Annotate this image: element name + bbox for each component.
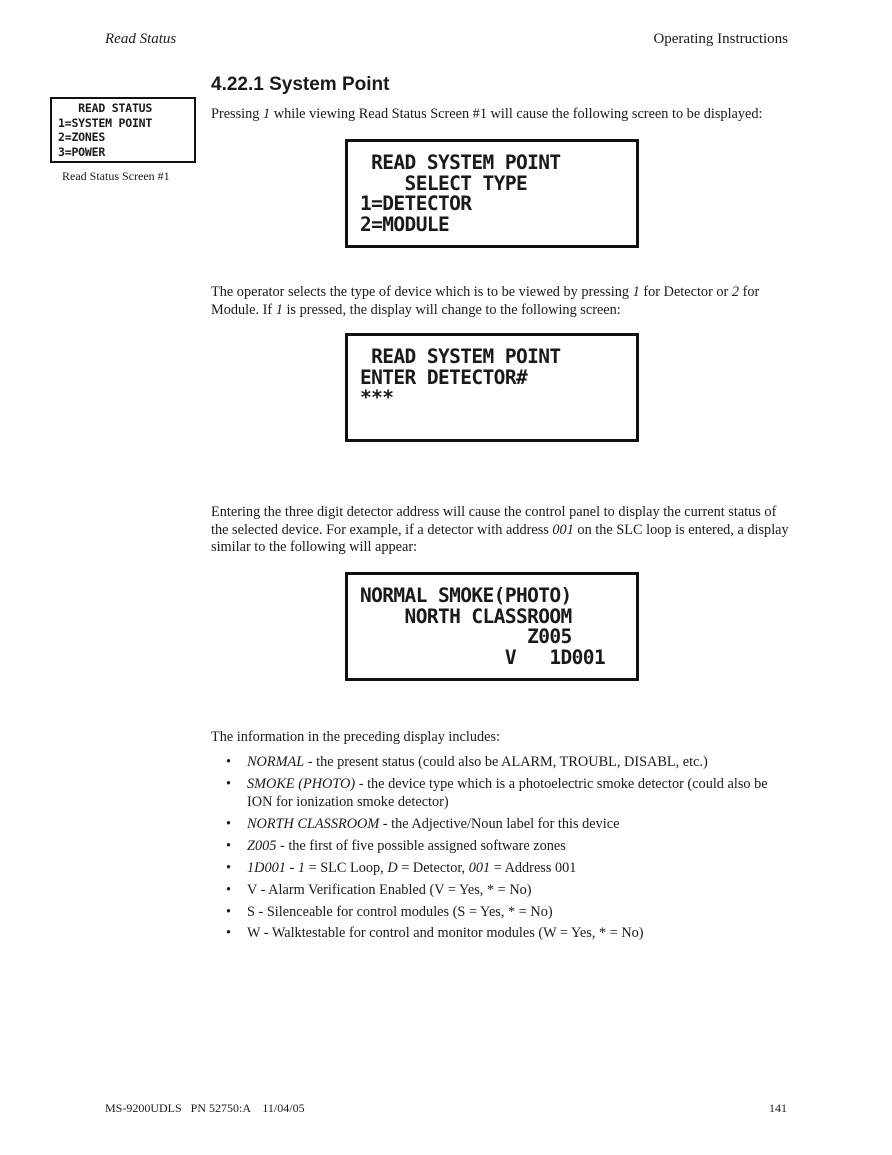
bullet-icon: •	[226, 754, 232, 770]
list-item	[226, 860, 796, 878]
lcd-line: ENTER DETECTOR#	[360, 365, 528, 389]
text-run: 1	[275, 301, 283, 318]
list-item	[226, 925, 796, 943]
lcd-line: ***	[360, 386, 394, 409]
lcd-line: SELECT TYPE	[360, 171, 528, 195]
text-run: for Detector or	[639, 284, 732, 300]
lcd-line: 3=POWER	[58, 144, 106, 159]
text-run: D	[387, 859, 398, 876]
lcd-line: 1=SYSTEM POINT	[58, 115, 153, 130]
lcd-line: 1=DETECTOR	[360, 192, 472, 215]
text-run: Pressing	[211, 106, 264, 122]
text-run: = SLC Loop,	[305, 859, 388, 876]
paragraph-intro	[211, 106, 791, 124]
bullet-icon: •	[226, 925, 232, 942]
list-item	[226, 754, 796, 772]
lcd-select-type	[345, 139, 639, 248]
lcd-line: 2=ZONES	[58, 130, 106, 144]
lcd-line: READ STATUS	[58, 101, 153, 115]
bullet-icon: •	[226, 815, 232, 832]
lcd-line: READ SYSTEM POINT	[360, 151, 561, 174]
text-run: 001	[468, 859, 491, 876]
text-run: for Module. If	[211, 284, 760, 318]
bullet-icon: •	[226, 837, 232, 854]
lcd-line: Z005	[360, 625, 572, 648]
text-run: 1D001	[247, 859, 286, 876]
running-header-right: Operating Instructions	[653, 31, 788, 47]
text-run: Entering the three digit detector address will cause the control panel to display the current status of the selected device. For example, if a detector with address	[211, 504, 777, 538]
footer-doc-id: MS-9200UDLS PN 52750:A 11/04/05	[105, 1101, 305, 1115]
text-run: S - Silenceable for control modules (S = Yes, * = No)	[247, 903, 553, 920]
list-item	[226, 816, 796, 834]
running-header-left: Read Status	[105, 31, 177, 47]
text-run: 1	[632, 284, 640, 300]
bullet-icon: •	[226, 903, 232, 920]
text-run: 001	[552, 521, 574, 538]
info-list	[226, 754, 796, 947]
read-status-screen-1	[50, 97, 196, 163]
text-run: on the SLC loop is entered, a display similar to the following will appear:	[211, 521, 789, 556]
paragraph-enter-address	[211, 504, 791, 557]
text-run: The operator selects the type of device which is to be viewed by pressing	[211, 284, 633, 300]
bullet-icon: •	[226, 775, 232, 792]
text-run: 2	[731, 284, 740, 300]
lcd-line: READ SYSTEM POINT	[360, 345, 561, 368]
lcd-line: NORTH CLASSROOM	[360, 604, 572, 628]
sidebar-caption: Read Status Screen #1	[62, 169, 170, 183]
text-run: - the Adjective/Noun label for this device	[379, 815, 620, 832]
text-run: 1	[263, 106, 271, 122]
bullet-icon: •	[226, 859, 232, 876]
text-run: -	[285, 859, 298, 876]
paragraph-select-type	[211, 284, 791, 319]
text-run: NORTH CLASSROOM	[247, 815, 380, 832]
paragraph-info-intro: The information in the preceding display includes:	[211, 729, 501, 745]
text-run: while viewing Read Status Screen #1 will cause the following screen to be displayed:	[270, 106, 763, 122]
text-run: - the first of five possible assigned software zones	[276, 837, 566, 854]
lcd-line: 2=MODULE	[360, 212, 450, 236]
bullet-icon: •	[226, 881, 232, 898]
page-number: 141	[769, 1101, 787, 1115]
text-run: Z005	[247, 837, 277, 854]
list-item	[226, 838, 796, 856]
text-run: - the device type which is a photoelectric smoke detector (could also be ION for ionization smoke detector)	[247, 775, 768, 810]
lcd-device-status	[345, 572, 639, 681]
text-run: 1	[297, 859, 305, 876]
lcd-line: V 1D001	[360, 645, 606, 669]
lcd-line: NORMAL SMOKE(PHOTO)	[360, 584, 572, 607]
lcd-enter-detector	[345, 333, 639, 442]
list-item	[226, 904, 796, 922]
section-title: 4.22.1 System Point	[211, 74, 390, 95]
text-run: is pressed, the display will change to the following screen:	[282, 301, 621, 318]
list-item	[226, 776, 796, 811]
list-item	[226, 882, 796, 900]
text-run: = Address 001	[490, 859, 577, 876]
text-run: SMOKE (PHOTO)	[247, 775, 356, 792]
text-run: W - Walktestable for control and monitor modules (W = Yes, * = No)	[247, 925, 644, 942]
text-run: - the present status (could also be ALARM, TROUBL, DISABL, etc.)	[304, 754, 708, 770]
text-run: = Detector,	[397, 859, 469, 876]
text-run: NORMAL	[247, 754, 305, 770]
text-run: V - Alarm Verification Enabled (V = Yes, * = No)	[247, 881, 532, 898]
